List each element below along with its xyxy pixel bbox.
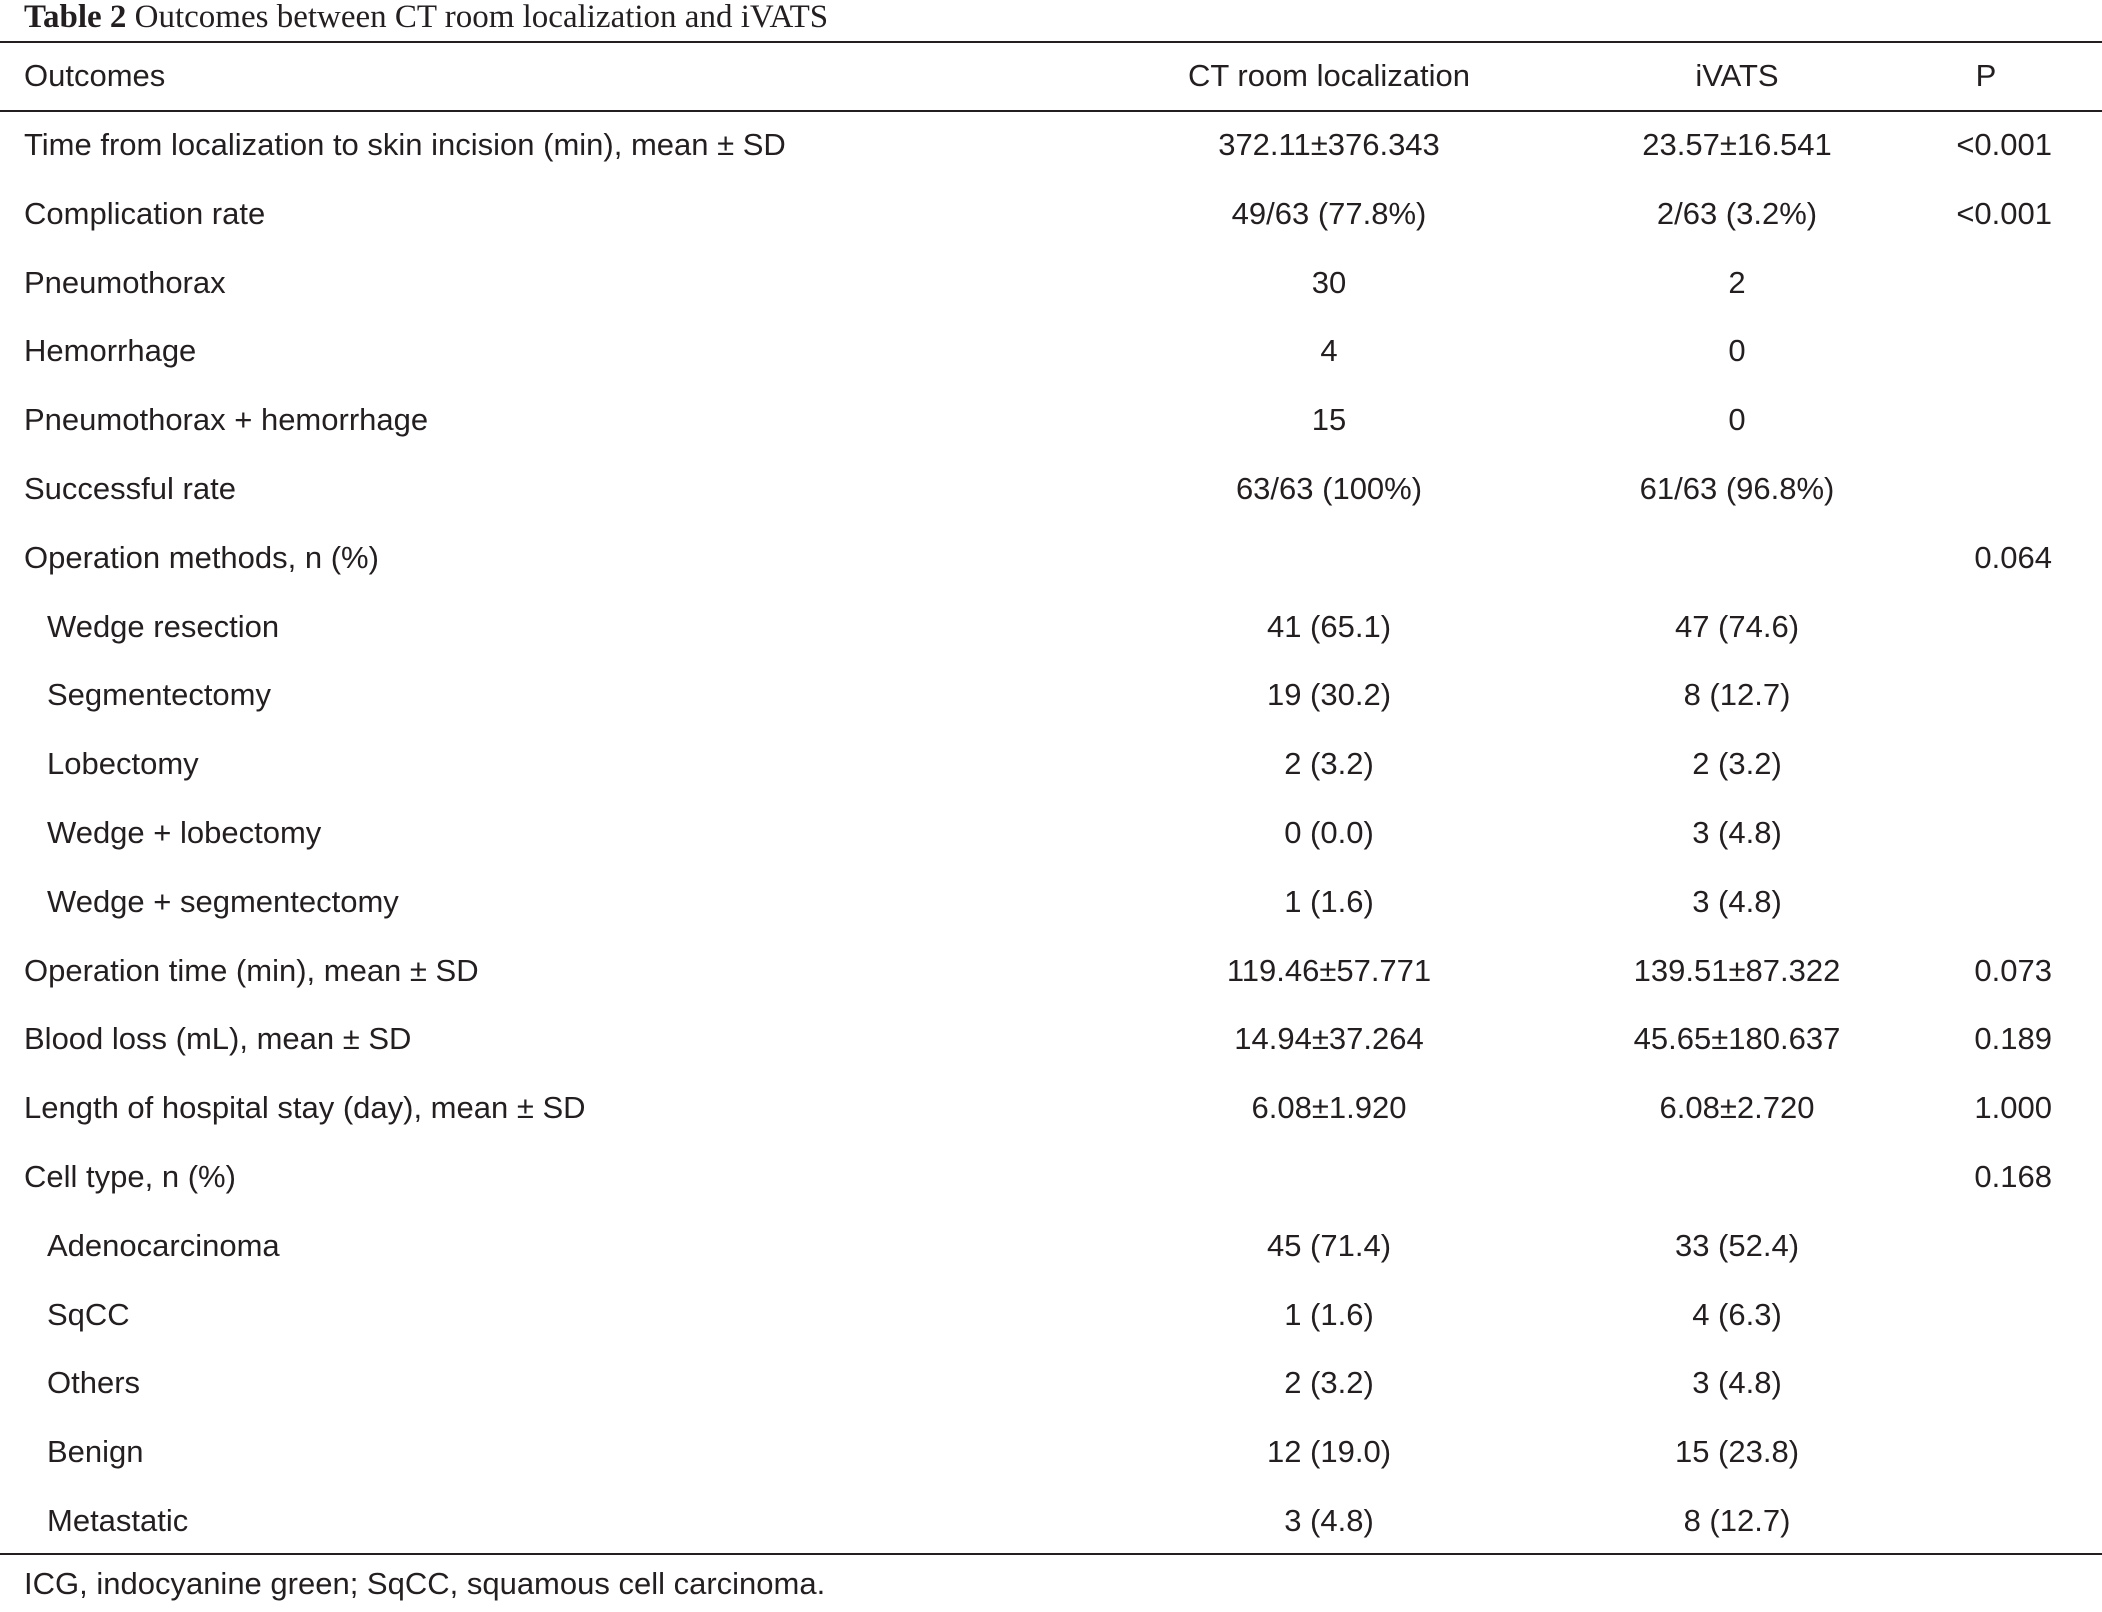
cell-ct-room-localization: 6.08±1.920	[1251, 1090, 1407, 1126]
table-row	[0, 1005, 2102, 1074]
cell-ivats: 8 (12.7)	[1683, 677, 1791, 713]
cell-outcome: Operation methods, n (%)	[24, 539, 379, 575]
cell-outcome: SqCC	[47, 1296, 130, 1332]
cell-ct-room-localization: 3 (4.8)	[1284, 1503, 1374, 1538]
table-row	[0, 1212, 2102, 1281]
cell-outcome: Hemorrhage	[24, 333, 197, 369]
table-caption-label: Table 2	[24, 0, 127, 35]
table-row	[0, 868, 2102, 937]
table-row	[0, 593, 2102, 662]
cell-ivats: 139.51±87.322	[1633, 952, 1841, 988]
cell-ct-room-localization: 4	[1320, 333, 1338, 369]
cell-ct-room-localization: 1 (1.6)	[1284, 883, 1374, 919]
cell-outcome: Lobectomy	[47, 746, 199, 782]
table-row	[0, 249, 2102, 318]
cell-ivats: 45.65±180.637	[1633, 1021, 1841, 1057]
header-ivats: iVATS	[1695, 58, 1779, 93]
cell-ivats: 33 (52.4)	[1674, 1227, 1800, 1263]
cell-ivats: 23.57±16.541	[1642, 127, 1832, 162]
cell-ct-room-localization: 30	[1311, 264, 1347, 300]
cell-outcome: Time from localization to skin incision (min), mean ± SD	[24, 127, 786, 162]
cell-ivats: 15 (23.8)	[1674, 1434, 1800, 1470]
cell-ivats: 3 (4.8)	[1692, 883, 1782, 919]
cell-ct-room-localization: 45 (71.4)	[1266, 1227, 1392, 1263]
table-row	[0, 730, 2102, 799]
table-row	[0, 180, 2102, 249]
header-outcomes: Outcomes	[24, 58, 166, 93]
cell-outcome: Pneumothorax + hemorrhage	[24, 402, 429, 438]
cell-p-value: 0.168	[1974, 1159, 2052, 1194]
cell-outcome: Complication rate	[24, 195, 266, 231]
table-row	[0, 386, 2102, 455]
table-caption	[24, 0, 828, 40]
cell-ct-room-localization: 19 (30.2)	[1266, 677, 1392, 713]
cell-outcome: Wedge + lobectomy	[47, 815, 322, 850]
table-footnote: ICG, indocyanine green; SqCC, squamous cell carcinoma.	[24, 1566, 826, 1601]
cell-ivats: 2/63 (3.2%)	[1656, 195, 1818, 231]
cell-p-value: 0.189	[1974, 1021, 2052, 1057]
cell-p-value: <0.001	[1956, 195, 2052, 231]
cell-p-value: 0.073	[1974, 952, 2052, 988]
cell-outcome: Wedge + segmentectomy	[47, 883, 399, 919]
table-row	[0, 1281, 2102, 1350]
cell-ivats: 47 (74.6)	[1674, 608, 1800, 644]
cell-ivats: 8 (12.7)	[1683, 1503, 1791, 1538]
table-row	[0, 1074, 2102, 1143]
cell-ct-room-localization: 63/63 (100%)	[1235, 471, 1423, 506]
cell-ivats: 2 (3.2)	[1692, 746, 1782, 782]
cell-ct-room-localization: 14.94±37.264	[1234, 1021, 1424, 1057]
table-row	[0, 317, 2102, 386]
cell-outcome: Cell type, n (%)	[24, 1159, 236, 1194]
cell-ct-room-localization: 0 (0.0)	[1284, 815, 1374, 850]
table-row	[0, 455, 2102, 524]
cell-outcome: Segmentectomy	[47, 677, 271, 713]
bottom-rule	[0, 1553, 2102, 1555]
cell-ct-room-localization: 12 (19.0)	[1266, 1434, 1392, 1470]
cell-outcome: Pneumothorax	[24, 264, 226, 300]
table-header-row	[0, 45, 2102, 107]
cell-ct-room-localization: 1 (1.6)	[1284, 1296, 1374, 1332]
table-row	[0, 1143, 2102, 1212]
cell-ivats: 4 (6.3)	[1692, 1296, 1782, 1332]
cell-ct-room-localization: 15	[1311, 402, 1347, 438]
top-rule	[0, 41, 2102, 43]
cell-outcome: Adenocarcinoma	[47, 1227, 280, 1263]
cell-p-value: 1.000	[1974, 1090, 2052, 1126]
cell-ivats: 2	[1728, 264, 1746, 300]
cell-outcome: Blood loss (mL), mean ± SD	[24, 1021, 412, 1057]
cell-outcome: Metastatic	[47, 1503, 189, 1538]
cell-ivats: 0	[1728, 402, 1746, 438]
cell-outcome: Wedge resection	[47, 608, 280, 644]
table-row	[0, 937, 2102, 1006]
cell-outcome: Benign	[47, 1434, 144, 1470]
cell-ct-room-localization: 49/63 (77.8%)	[1231, 195, 1427, 231]
cell-ct-room-localization: 2 (3.2)	[1284, 1365, 1374, 1401]
table-row	[0, 111, 2102, 180]
table-row	[0, 661, 2102, 730]
cell-p-value: <0.001	[1956, 127, 2052, 162]
header-p-value: P	[1975, 58, 1997, 93]
cell-ivats: 3 (4.8)	[1692, 815, 1782, 850]
cell-outcome: Successful rate	[24, 471, 236, 506]
table-row	[0, 524, 2102, 593]
cell-p-value: 0.064	[1974, 539, 2052, 575]
table-row	[0, 1418, 2102, 1487]
cell-ct-room-localization: 41 (65.1)	[1266, 608, 1392, 644]
table-caption-text: Outcomes between CT room localization and iVATS	[134, 0, 829, 35]
cell-ct-room-localization: 119.46±57.771	[1226, 952, 1432, 988]
cell-outcome: Others	[47, 1365, 141, 1401]
cell-ivats: 61/63 (96.8%)	[1639, 471, 1835, 506]
header-ct-room-localization: CT room localization	[1188, 58, 1470, 93]
cell-outcome: Operation time (min), mean ± SD	[24, 952, 479, 988]
table-row	[0, 799, 2102, 868]
cell-ivats: 6.08±2.720	[1659, 1090, 1815, 1126]
cell-ct-room-localization: 2 (3.2)	[1284, 746, 1374, 782]
cell-ivats: 0	[1728, 333, 1746, 369]
table-row	[0, 1349, 2102, 1418]
table-row	[0, 1487, 2102, 1556]
cell-outcome: Length of hospital stay (day), mean ± SD	[24, 1090, 586, 1126]
cell-ivats: 3 (4.8)	[1692, 1365, 1782, 1401]
cell-ct-room-localization: 372.11±376.343	[1218, 127, 1440, 162]
